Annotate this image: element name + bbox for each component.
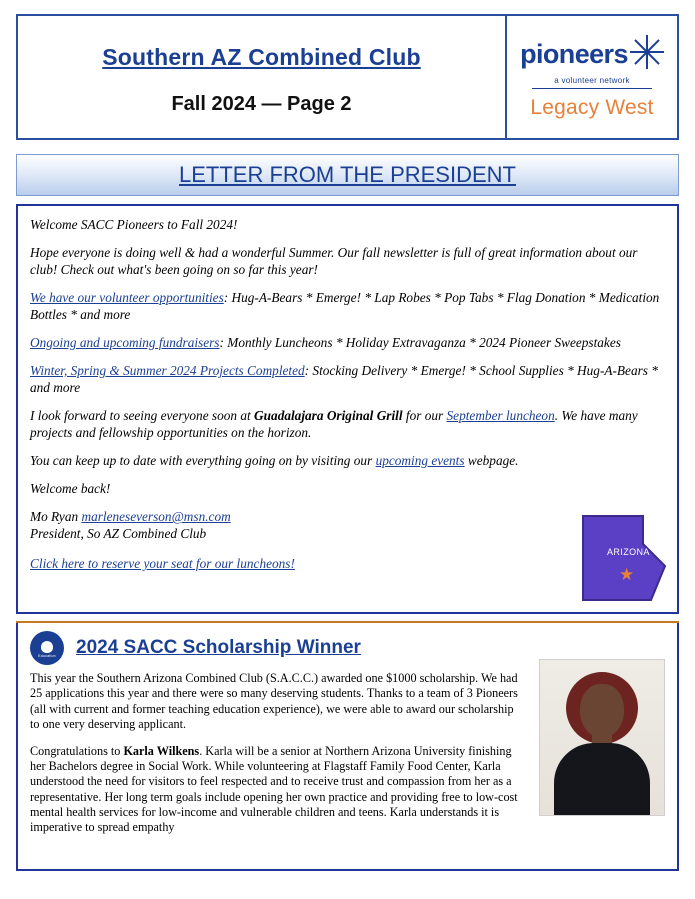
scholarship-winner-photo bbox=[539, 659, 665, 816]
masthead bbox=[16, 14, 679, 140]
keepup-pre: You can keep up to date with everything going on by visiting our bbox=[30, 453, 376, 469]
apple-icon bbox=[41, 641, 53, 653]
photo-face bbox=[580, 684, 624, 738]
education-badge-label: Education bbox=[38, 654, 56, 658]
section-banner-president bbox=[16, 154, 679, 196]
page-title: Southern AZ Combined Club bbox=[102, 44, 421, 70]
masthead-text bbox=[18, 16, 505, 138]
projects-link[interactable]: Winter, Spring & Summer 2024 Projects Completed bbox=[30, 363, 305, 379]
scholarship-title: 2024 SACC Scholarship Winner bbox=[76, 637, 361, 658]
winner-name: Karla Wilkens bbox=[123, 743, 200, 758]
letter-projects bbox=[30, 362, 665, 396]
letter-keepup bbox=[30, 452, 665, 469]
scholarship-paragraph-1: This year the Southern Arizona Combined Club (S.A.C.C.) awarded one $1000 scholarship. We had 25 applications this year and there were so many deserving students. Thanks to a team of 3 Pioneers (all with current and former teaching education experience), we were able to award our scholarship to one very deserving applicant. bbox=[30, 671, 518, 732]
looking-mid: for our bbox=[402, 408, 447, 424]
september-luncheon-link[interactable]: September luncheon bbox=[446, 408, 555, 424]
welcome-back-text: Welcome back! bbox=[30, 481, 111, 497]
arizona-map-graphic bbox=[581, 514, 667, 602]
letter-greeting-text: Welcome SACC Pioneers to Fall 2024! bbox=[30, 217, 238, 232]
keepup-post: webpage. bbox=[464, 453, 519, 469]
letter-looking-forward bbox=[30, 407, 665, 441]
signer-title: President, So AZ Combined Club bbox=[30, 526, 207, 542]
photo-torso bbox=[554, 743, 650, 815]
reserve-seat-link[interactable]: Click here to reserve your seat for our luncheons! bbox=[30, 556, 295, 572]
arizona-map-star-icon: ★ bbox=[619, 565, 635, 584]
education-badge-icon bbox=[30, 631, 64, 665]
issue-subtitle: Fall 2024 — Page 2 bbox=[171, 93, 352, 115]
upcoming-events-link[interactable]: upcoming events bbox=[375, 453, 465, 469]
letter-intro bbox=[30, 244, 665, 278]
signer-email-link[interactable]: marleneseverson@msn.com bbox=[81, 509, 231, 525]
letter-intro-a: Hope everyone is doing well & had a wonderful Summer. Our fall newsletter is full of great information about our club! bbox=[30, 245, 638, 278]
winner-post: . Karla will be a senior at Northern Arizona University finishing her Bachelors degree in Social Work. While volunteering at Flagstaff Family Food Center, Karla understood the need for visitors to feel respected and to receive trust and compassion from her as a representative. Her long term goals include opening her own practice and providing free to low-cost mental health services for low-income and vulnerable children and teens. Karla understands it is imperative to spread empathy bbox=[30, 743, 518, 835]
winner-pre: Congratulations to bbox=[30, 743, 124, 758]
arizona-map-label: ARIZONA bbox=[607, 547, 650, 557]
president-letter bbox=[16, 204, 679, 614]
letter-signature-title bbox=[30, 525, 665, 542]
scholarship-paragraph-2 bbox=[30, 744, 520, 836]
venue-name: Guadalajara Original Grill bbox=[254, 408, 403, 424]
logo-tagline: a volunteer network bbox=[532, 76, 652, 89]
letter-signature-name bbox=[30, 508, 665, 525]
signer-name: Mo Ryan bbox=[30, 509, 82, 525]
fundraisers-text: : Monthly Luncheons * Holiday Extravaganza * 2024 Pioneer Sweepstakes bbox=[219, 335, 621, 351]
arizona-state-icon bbox=[581, 514, 667, 602]
letter-greeting bbox=[30, 216, 665, 233]
pioneers-logo bbox=[505, 16, 677, 138]
scholarship-section bbox=[16, 623, 679, 871]
letter-volunteer bbox=[30, 289, 665, 323]
fundraisers-link[interactable]: Ongoing and upcoming fundraisers bbox=[30, 335, 220, 351]
logo-wordmark-row bbox=[509, 35, 675, 75]
volunteer-opportunities-link[interactable]: We have our volunteer opportunities bbox=[30, 290, 224, 306]
banner-title: LETTER FROM THE PRESIDENT bbox=[179, 162, 516, 187]
letter-intro-b: Check out what's been going on so far this year! bbox=[57, 262, 318, 278]
looking-post: . We have many projects and fellowship opportunities on the horizon. bbox=[30, 408, 638, 441]
looking-pre: I look forward to seeing everyone soon at bbox=[30, 408, 255, 424]
projects-text: : Stocking Delivery * Emerge! * School Supplies * Hug-A-Bears * and more bbox=[30, 363, 658, 396]
letter-fundraisers bbox=[30, 334, 665, 351]
letter-welcome-back bbox=[30, 480, 665, 497]
scholarship-body bbox=[30, 671, 520, 836]
logo-brand: pioneers bbox=[520, 39, 628, 69]
volunteer-text: : Hug-A-Bears * Emerge! * Lap Robes * Pop Tabs * Flag Donation * Medication Bottles * and more bbox=[30, 290, 660, 323]
logo-chapter: Legacy West bbox=[530, 95, 654, 119]
starburst-icon bbox=[630, 35, 664, 69]
